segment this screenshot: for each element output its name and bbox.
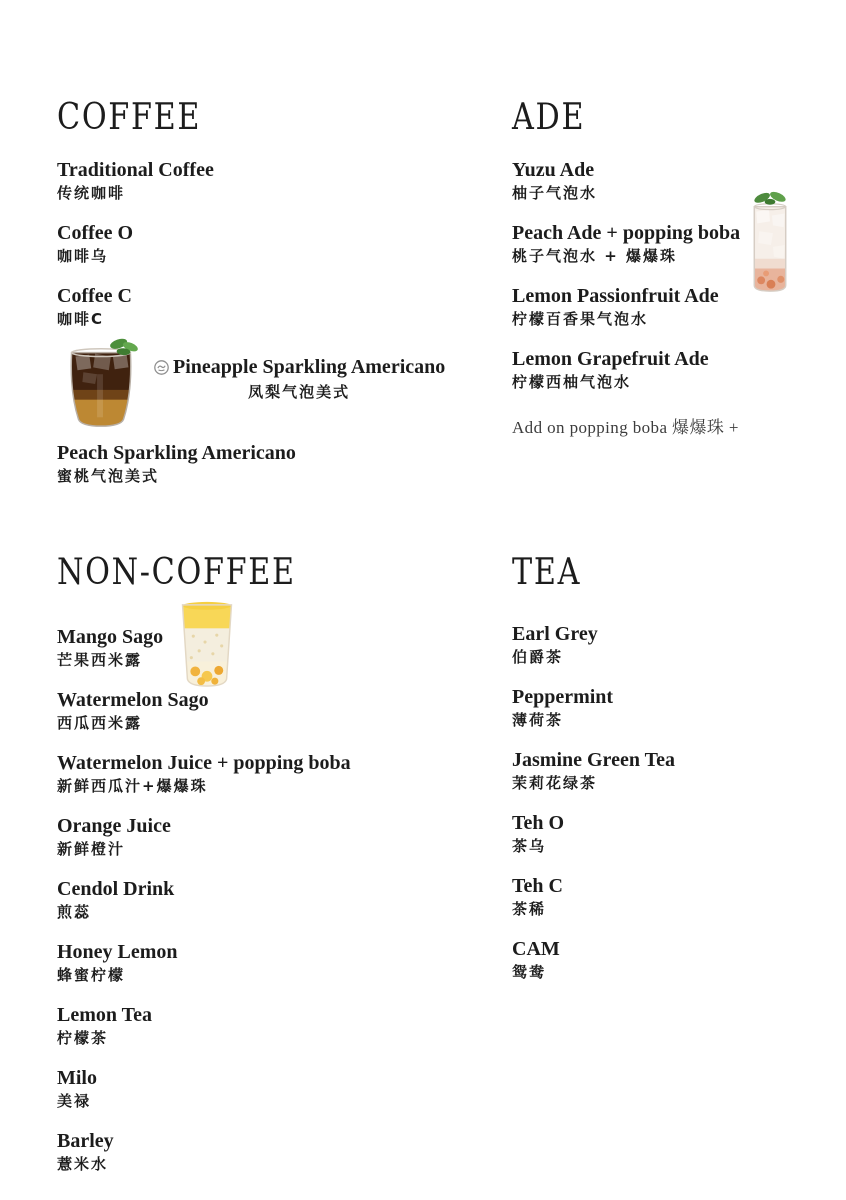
menu-item-watermelon-sago [57,688,489,734]
menu-item-yuzu-ade [512,158,846,204]
item-name: Pineapple Sparkling Americano [173,356,446,378]
item-name-chinese: 柠檬茶 [57,1029,109,1047]
menu-item-lemon-passionfruit-ade [512,284,846,330]
menu-item-jasmine-green-tea [512,748,846,794]
item-name: Honey Lemon [57,941,178,963]
section-title-coffee: COFFEE [57,97,202,138]
menu-item-milo [57,1066,489,1112]
menu-item-teh-o [512,811,846,857]
section-tea [512,553,846,1000]
item-name: Earl Grey [512,623,598,645]
item-name: Teh O [512,812,565,834]
menu-item-peach-ade [512,221,846,267]
item-name-chinese: 传统咖啡 [57,184,126,202]
item-name-chinese: 新鲜西瓜汁+爆爆珠 [57,777,208,795]
item-name: Milo [57,1067,97,1089]
item-name: Lemon Tea [57,1004,153,1026]
menu-item-lemon-grapefruit-ade [512,347,846,393]
item-name: Mango Sago [57,626,164,648]
item-name-chinese: 茶乌 [512,837,547,855]
menu-item-pineapple-sparkling-americano [55,335,489,433]
iced-americano-photo [55,335,147,433]
section-title-ade: ADE [512,97,586,138]
item-name: Lemon Passionfruit Ade [512,285,719,307]
item-name-chinese: 柠檬百香果气泡水 [512,310,649,328]
item-name-chinese: 鸳鸯 [512,963,547,981]
item-name-chinese: 薏米水 [57,1155,109,1173]
menu-item-honey-lemon [57,940,489,986]
stamp-icon [153,359,170,376]
menu-item-teh-c [512,874,846,920]
item-name: Orange Juice [57,815,171,837]
item-name-chinese: 蜂蜜柠檬 [57,966,126,984]
item-text-block [147,335,445,403]
item-name-chinese: 伯爵茶 [512,648,564,666]
section-title-non-coffee: NON-COFFEE [57,552,296,593]
menu-item-cam [512,937,846,983]
item-name: Peach Sparkling Americano [57,442,296,464]
menu-item-coffee-c [57,284,489,330]
item-name: Watermelon Juice + popping boba [57,752,351,774]
menu-item-peppermint [512,685,846,731]
item-name-chinese: 桃子气泡水 + 爆爆珠 [512,247,678,265]
item-name-chinese: 茉莉花绿茶 [512,774,598,792]
item-name-chinese: 新鲜橙汁 [57,840,126,858]
item-name-chinese: 芒果西米露 [57,651,143,669]
item-name: Traditional Coffee [57,159,214,181]
item-name: Peppermint [512,686,614,708]
item-name-chinese: 茶稀 [512,900,547,918]
menu-item-mango-sago [57,625,489,671]
item-name: Teh C [512,875,563,897]
item-name: Jasmine Green Tea [512,749,675,771]
section-ade [512,98,846,438]
add-on-popping-boba-note: Add on popping boba 爆爆珠 + [512,418,739,437]
item-name: CAM [512,938,560,960]
item-name-chinese: 美禄 [57,1092,92,1110]
item-name-chinese: 薄荷茶 [512,711,564,729]
item-name-row [153,355,445,380]
menu-item-traditional-coffee [57,158,489,204]
item-name: Lemon Grapefruit Ade [512,348,709,370]
menu-item-watermelon-juice [57,751,489,797]
menu-item-coffee-o [57,221,489,267]
item-name-chinese: 柠檬西柚气泡水 [512,373,632,391]
menu-item-earl-grey [512,622,846,668]
item-name-chinese: 蜜桃气泡美式 [57,467,160,485]
item-name-chinese: 凤梨气泡美式 [248,383,351,401]
menu-item-lemon-tea [57,1003,489,1049]
menu-item-peach-sparkling-americano [57,441,489,487]
item-name-chinese: 咖啡C [57,310,105,328]
section-title-tea: TEA [512,552,582,593]
item-name: Cendol Drink [57,878,175,900]
item-name-chinese: 咖啡乌 [57,247,109,265]
item-name: Coffee O [57,222,134,244]
item-name: Coffee C [57,285,132,307]
item-name: Peach Ade + popping boba [512,222,741,244]
menu-item-cendol-drink [57,877,489,923]
section-non-coffee [57,553,489,1192]
item-name: Watermelon Sago [57,689,209,711]
item-name: Yuzu Ade [512,159,595,181]
item-name-chinese: 柚子气泡水 [512,184,598,202]
menu-item-orange-juice [57,814,489,860]
item-name: Barley [57,1130,114,1152]
section-coffee [57,98,489,504]
item-name-chinese: 煎蕊 [57,903,92,921]
menu-item-barley [57,1129,489,1175]
item-name-chinese: 西瓜西米露 [57,714,143,732]
